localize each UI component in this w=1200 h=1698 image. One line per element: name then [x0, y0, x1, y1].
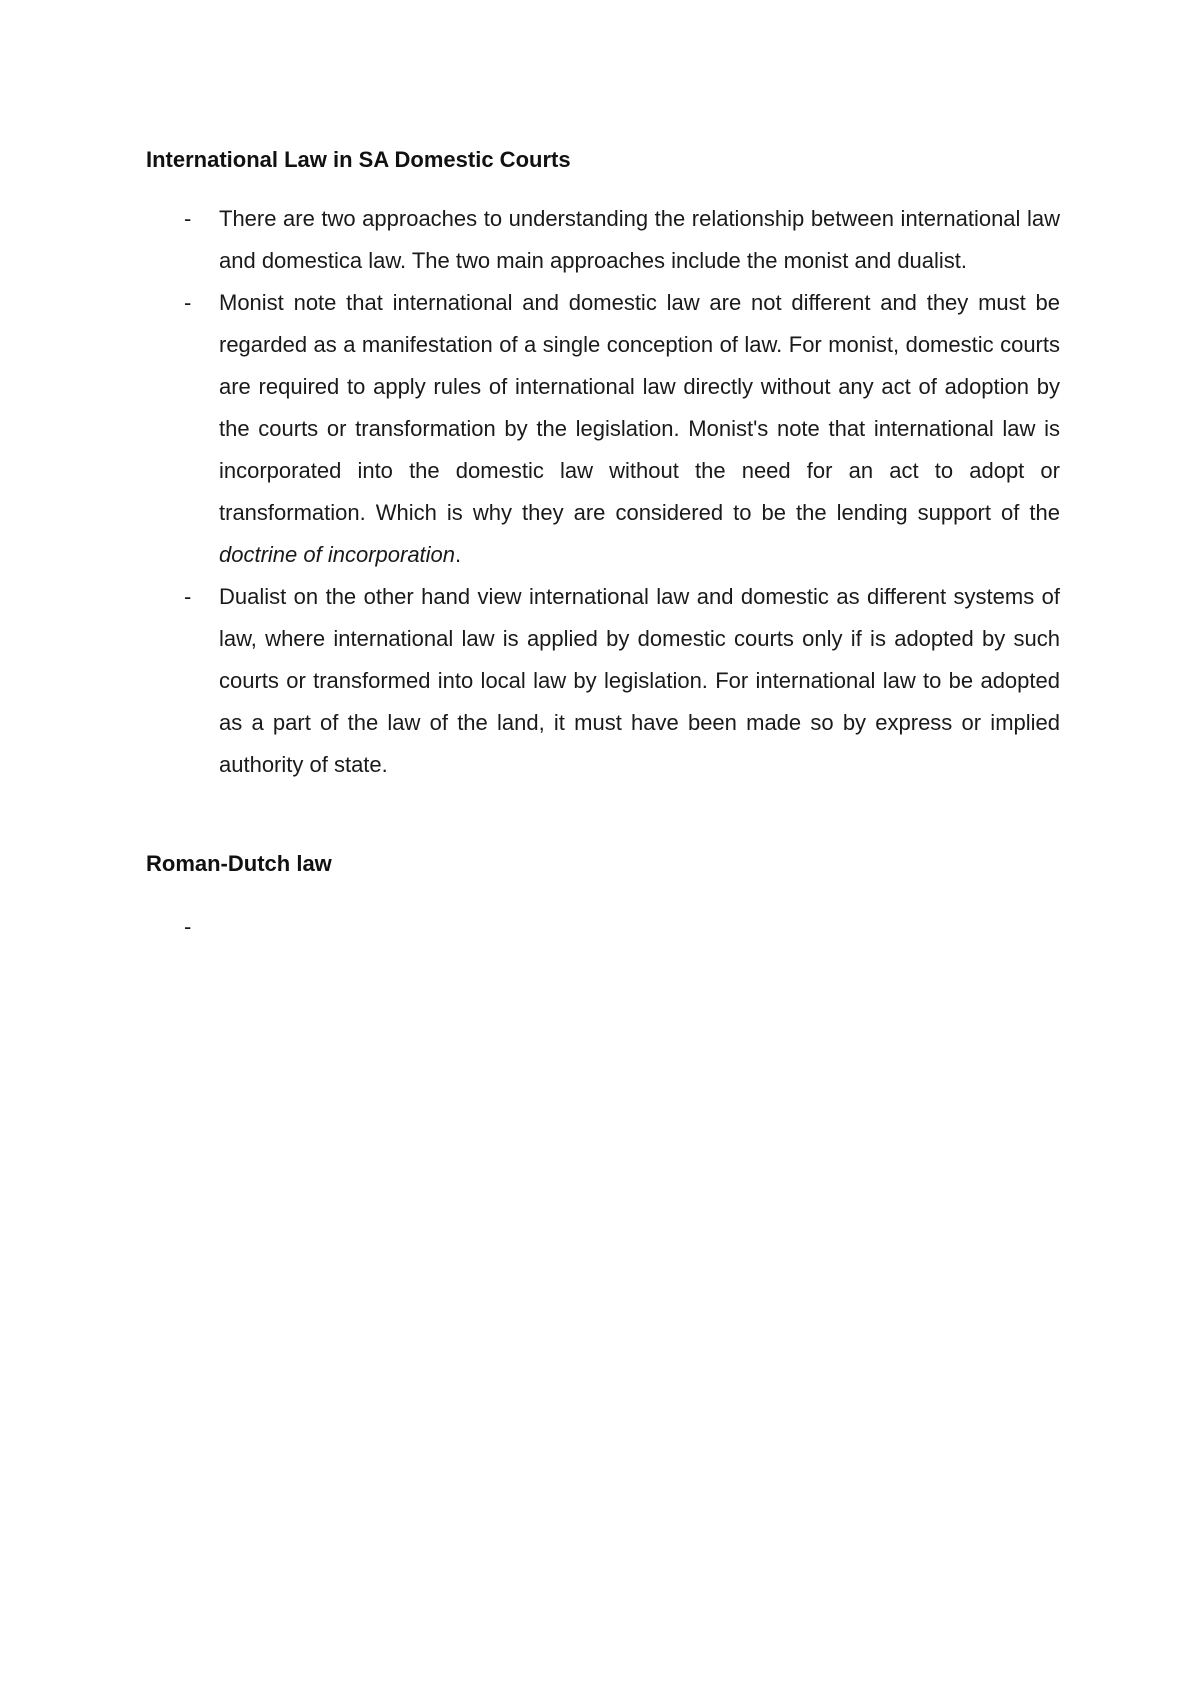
- bullet-dash: -: [184, 206, 192, 231]
- list-item: [146, 576, 1060, 786]
- bullet-dash: -: [184, 290, 192, 315]
- list-item-text-end: .: [455, 542, 462, 567]
- list-item-text: Dualist on the other hand view international law and domestic as different systems of law, where international law is applied by domestic courts only if is adopted by such courts or transformed into local law by legislation. For international law to be adopted as a part of the law of the land, it must have been made so by express or implied authority of state.: [219, 584, 1060, 777]
- list-item-text: There are two approaches to understanding the relationship between international law and domestica law. The two main approaches include the monist and dualist.: [219, 206, 1060, 273]
- list-item-text: [219, 290, 1060, 567]
- bullet-list-international-law: [146, 198, 1060, 786]
- section-heading-roman-dutch-law: Roman-Dutch law: [146, 851, 332, 876]
- section-heading-international-law: International Law in SA Domestic Courts: [146, 147, 571, 172]
- list-item: [146, 198, 1060, 282]
- list-item-text-part: Monist note that international and domestic law are not different and they must be regarded as a manifestation of a single conception of law. For monist, domestic courts are required to apply rules of international law directly without any act of adoption by the courts or transformation by the legislation. Monist's note that international law is incorporated into the domestic law without the need for an act to adopt or transformation. Which is why they are considered to be the lending support of the: [219, 290, 1060, 525]
- list-item: [146, 282, 1060, 576]
- bullet-dash: -: [184, 914, 192, 939]
- italic-term: doctrine of incorporation: [219, 542, 456, 567]
- bullet-dash: -: [184, 584, 192, 609]
